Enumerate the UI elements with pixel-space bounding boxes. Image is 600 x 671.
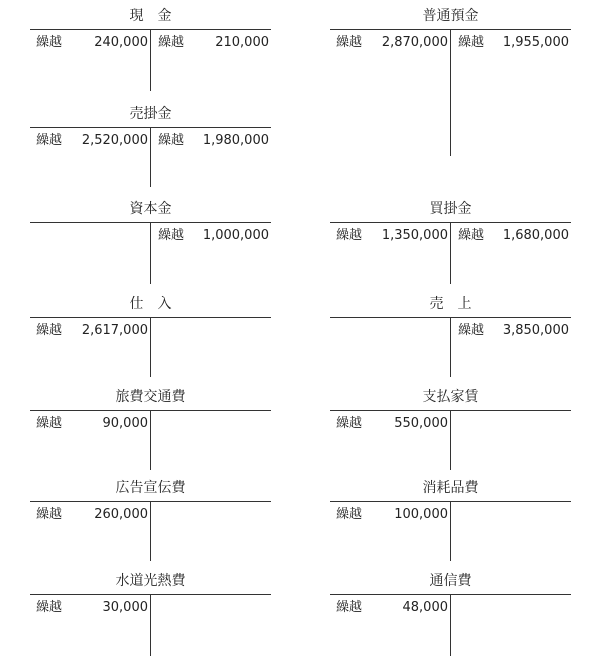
t-account-vertical-line (150, 410, 151, 470)
t-account-kaikakekin (330, 199, 571, 299)
account-title: 資本金 (129, 201, 172, 217)
debit-label: 繰越 (336, 228, 363, 243)
t-account-vertical-line (150, 222, 151, 284)
debit-amount: 240,000 (94, 35, 148, 50)
account-title: 売掛金 (129, 106, 172, 122)
debit-amount: 2,617,000 (81, 323, 148, 338)
debit-amount: 260,000 (94, 507, 148, 522)
debit-label: 繰越 (36, 600, 63, 615)
t-account-suido-konetsu (30, 571, 271, 671)
debit-label: 繰越 (36, 416, 63, 431)
t-account-shiharai-yachin (330, 387, 571, 487)
t-account-futsu-yokin (330, 6, 571, 106)
account-title: 売 上 (429, 296, 472, 312)
credit-label: 繰越 (458, 35, 485, 50)
t-account-vertical-line (150, 317, 151, 377)
t-account-vertical-line (450, 594, 451, 656)
credit-label: 繰越 (158, 228, 185, 243)
t-account-vertical-line (150, 127, 151, 187)
t-account-tsushin (330, 571, 571, 671)
debit-amount: 30,000 (102, 600, 148, 615)
t-account-vertical-line (150, 501, 151, 561)
debit-amount: 100,000 (394, 507, 448, 522)
account-title: 現 金 (129, 8, 172, 24)
t-account-uriage (330, 294, 571, 394)
credit-amount: 3,850,000 (502, 323, 569, 338)
t-account-genkin (30, 6, 271, 106)
debit-label: 繰越 (336, 35, 363, 50)
t-account-shiire (30, 294, 271, 394)
account-title: 消耗品費 (422, 480, 479, 496)
account-title: 仕 入 (129, 296, 172, 312)
t-account-vertical-line (150, 594, 151, 656)
t-account-vertical-line (450, 501, 451, 561)
credit-amount: 1,955,000 (502, 35, 569, 50)
credit-amount: 1,680,000 (502, 228, 569, 243)
t-account-vertical-line (450, 317, 451, 377)
debit-amount: 1,350,000 (381, 228, 448, 243)
debit-label: 繰越 (336, 600, 363, 615)
t-account-kokoku-senden (30, 478, 271, 578)
debit-amount: 90,000 (102, 416, 148, 431)
credit-label: 繰越 (158, 35, 185, 50)
t-account-vertical-line (450, 410, 451, 470)
t-account-ryohi-kotsuhi (30, 387, 271, 487)
account-title: 広告宣伝費 (115, 480, 186, 496)
t-account-vertical-line (150, 29, 151, 91)
account-title: 通信費 (429, 573, 472, 589)
debit-amount: 48,000 (402, 600, 448, 615)
credit-amount: 1,000,000 (202, 228, 269, 243)
debit-amount: 2,870,000 (381, 35, 448, 50)
debit-label: 繰越 (36, 35, 63, 50)
t-account-shihonkin (30, 199, 271, 299)
credit-label: 繰越 (458, 323, 485, 338)
account-title: 支払家賃 (422, 389, 479, 405)
account-title: 買掛金 (429, 201, 472, 217)
t-account-shomohin (330, 478, 571, 578)
credit-label: 繰越 (458, 228, 485, 243)
credit-amount: 1,980,000 (202, 133, 269, 148)
t-account-vertical-line (450, 29, 451, 156)
account-title: 水道光熱費 (115, 573, 186, 589)
debit-label: 繰越 (36, 507, 63, 522)
debit-label: 繰越 (336, 416, 363, 431)
t-account-vertical-line (450, 222, 451, 284)
debit-label: 繰越 (336, 507, 363, 522)
account-title: 普通預金 (422, 8, 479, 24)
account-title: 旅費交通費 (115, 389, 186, 405)
credit-amount: 210,000 (215, 35, 269, 50)
debit-amount: 550,000 (394, 416, 448, 431)
debit-amount: 2,520,000 (81, 133, 148, 148)
debit-label: 繰越 (36, 133, 63, 148)
t-account-urikakekin (30, 104, 271, 204)
credit-label: 繰越 (158, 133, 185, 148)
debit-label: 繰越 (36, 323, 63, 338)
